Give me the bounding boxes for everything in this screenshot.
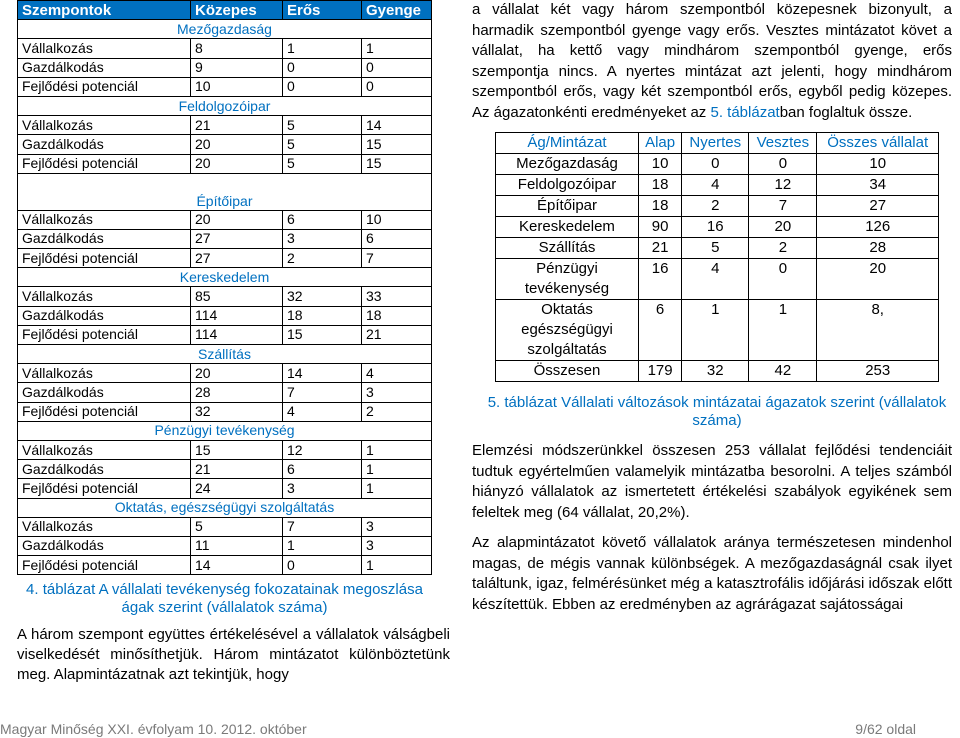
table-5-row bbox=[496, 238, 939, 259]
table-4-cell: 114 bbox=[191, 306, 283, 325]
table-4-row bbox=[18, 383, 432, 402]
table-4-section-title: Építőipar bbox=[18, 173, 432, 210]
table-5-cell: 0 bbox=[749, 154, 817, 175]
table-4-cell: Gazdálkodás bbox=[18, 383, 191, 402]
right-paragraph-2: Elemzési módszerünkkel összesen 253 vállalat fejlődési tendenciáit tudtuk egyértelműen valamelyik mintázatba besorolni. A teljes számból hiányzó vállalatok az ismertetett értékelési szabályok egyikének sem feleltek meg (64 vállalat, 20,2%). bbox=[472, 442, 952, 521]
table-5-row bbox=[496, 175, 939, 196]
table-4-cell: 21 bbox=[191, 116, 283, 135]
table-5-cell: 2 bbox=[682, 196, 749, 217]
table-4-section-title: Kereskedelem bbox=[18, 268, 432, 287]
table-4-row bbox=[18, 154, 432, 173]
table-4-section-title: Oktatás, egészségügyi szolgáltatás bbox=[18, 498, 432, 517]
table-5-cell: 1 bbox=[749, 300, 817, 361]
table-5-row bbox=[496, 259, 939, 300]
table-4-cell: 1 bbox=[283, 39, 362, 58]
table-5-cell: Szállítás bbox=[496, 238, 639, 259]
table-4-row bbox=[18, 287, 432, 306]
table-5-cell: 20 bbox=[749, 217, 817, 238]
table-4-header-cell: Közepes bbox=[191, 1, 283, 20]
table-5-cell: Pénzügyi tevékenység bbox=[496, 259, 639, 300]
table-5-cell: Összesen bbox=[496, 361, 639, 382]
table-5-cell: 1 bbox=[682, 300, 749, 361]
table-4-cell: 4 bbox=[362, 364, 432, 383]
table-4-cell: Fejlődési potenciál bbox=[18, 154, 191, 173]
table-4-cell: 5 bbox=[283, 116, 362, 135]
table-4-row bbox=[18, 135, 432, 154]
table-4-section-row bbox=[18, 498, 432, 517]
table-4-cell: 0 bbox=[283, 58, 362, 77]
footer-journal: Magyar Minőség XXI. évfolyam 10. 2012. október bbox=[0, 721, 307, 737]
table-4-cell: 7 bbox=[283, 517, 362, 536]
table-4-section-title: Feldolgozóipar bbox=[18, 96, 432, 115]
table-4-cell: Gazdálkodás bbox=[18, 229, 191, 248]
table-4-cell: 2 bbox=[283, 249, 362, 268]
footer-page-number: 9/62 oldal bbox=[855, 721, 916, 737]
table-5-cell: Kereskedelem bbox=[496, 217, 639, 238]
table-4-cell: Fejlődési potenciál bbox=[18, 325, 191, 344]
table-4-cell: Gazdálkodás bbox=[18, 135, 191, 154]
table-4-cell: 85 bbox=[191, 287, 283, 306]
table-4-row bbox=[18, 249, 432, 268]
table-4-row bbox=[18, 77, 432, 96]
table-5-cell: Oktatás egészségügyi szolgáltatás bbox=[496, 300, 639, 361]
table-5-cell: 4 bbox=[682, 259, 749, 300]
table-5-row bbox=[496, 300, 939, 361]
table-4-section-row bbox=[18, 173, 432, 210]
table-4-cell: 20 bbox=[191, 364, 283, 383]
table-4-cell: 27 bbox=[191, 249, 283, 268]
table-4-cell: 18 bbox=[362, 306, 432, 325]
table-4-cell: Vállalkozás bbox=[18, 517, 191, 536]
table-5-caption: 5. táblázat Vállalati változások mintázatai ágazatok szerint (vállalatok száma) bbox=[487, 394, 947, 429]
table-5-row bbox=[496, 154, 939, 175]
table-4-cell: 6 bbox=[283, 210, 362, 229]
table-4-row bbox=[18, 325, 432, 344]
table-4-header-cell: Szempontok bbox=[18, 1, 191, 20]
table-4-cell: 15 bbox=[283, 325, 362, 344]
table-4-cell: Gazdálkodás bbox=[18, 460, 191, 479]
table-4-cell: 5 bbox=[191, 517, 283, 536]
table-5-cell: 0 bbox=[682, 154, 749, 175]
table-4-cell: Vállalkozás bbox=[18, 440, 191, 459]
table-4-cell: 15 bbox=[191, 440, 283, 459]
table-4-cell: Vállalkozás bbox=[18, 364, 191, 383]
table-4-cell: 28 bbox=[191, 383, 283, 402]
table-4-section-title: Szállítás bbox=[18, 345, 432, 364]
table-5-row bbox=[496, 361, 939, 382]
table-4-cell: 20 bbox=[191, 135, 283, 154]
table-4-cell: 1 bbox=[362, 556, 432, 575]
table-4-cell: 20 bbox=[191, 154, 283, 173]
table-4-cell: 11 bbox=[191, 536, 283, 555]
table-4-cell: 6 bbox=[283, 460, 362, 479]
right-paragraph-1 bbox=[472, 0, 952, 123]
table-5-cell: 12 bbox=[749, 175, 817, 196]
paragraph-text: a vállalat két vagy három szempontból közepesnek bizonyult, a harmadik szempontból gyenge vagy erős. Vesztes mintázatot követ a vállalat, ha kettő vagy mindhárom szempontból gyenge, erős szempontja nincs. A nyertes mintázat azt jelenti, hogy mindhárom szempontból erős, vagy két szempontból erős, egyből pedig közepes. Az ágazatonkénti eredményeket az bbox=[472, 1, 952, 121]
table-4-cell: 0 bbox=[283, 556, 362, 575]
table-4-row bbox=[18, 229, 432, 248]
table-4-header-cell: Erős bbox=[283, 1, 362, 20]
table-4-cell: 32 bbox=[191, 402, 283, 421]
page-footer bbox=[0, 720, 960, 738]
table-4-section-title: Pénzügyi tevékenység bbox=[18, 421, 432, 440]
table-4-cell: 15 bbox=[362, 154, 432, 173]
table-4-cell: 21 bbox=[362, 325, 432, 344]
table-5-cell: Feldolgozóipar bbox=[496, 175, 639, 196]
table-4-cell: Fejlődési potenciál bbox=[18, 479, 191, 498]
table-reference-link[interactable]: 5. táblázat bbox=[710, 103, 780, 121]
table-4-cell: 32 bbox=[283, 287, 362, 306]
table-4-cell: 3 bbox=[283, 229, 362, 248]
table-5-cell: 27 bbox=[817, 196, 939, 217]
table-4-cell: Vállalkozás bbox=[18, 39, 191, 58]
table-5-cell: 90 bbox=[639, 217, 682, 238]
table-4-cell: Gazdálkodás bbox=[18, 536, 191, 555]
table-5-cell: 34 bbox=[817, 175, 939, 196]
table-5-row bbox=[496, 217, 939, 238]
table-5-cell: 6 bbox=[639, 300, 682, 361]
table-4-row bbox=[18, 58, 432, 77]
table-4-caption: 4. táblázat A vállalati tevékenység fokozatainak megoszlása ágak szerint (vállalatok száma) bbox=[26, 581, 423, 617]
table-5-cell: 8, bbox=[817, 300, 939, 361]
table-4-cell: 10 bbox=[191, 77, 283, 96]
table-4-section-row bbox=[18, 96, 432, 115]
table-4-row bbox=[18, 364, 432, 383]
table-4-section-row bbox=[18, 20, 432, 39]
table-4-cell: 5 bbox=[283, 154, 362, 173]
table-4-cell: Fejlődési potenciál bbox=[18, 249, 191, 268]
table-5-header-cell: Alap bbox=[639, 133, 682, 154]
table-4 bbox=[17, 0, 432, 575]
right-paragraph-3: Az alapmintázatot követő vállalatok aránya természetesen mindenhol magas, de mégis vannak különbségek. A mezőgazdaságnál csak ilyet találtunk, igaz, felmérésünket még a katasztrofális időjárási időszak előtt készítettük. Ebben az eredményben az agrárágazat sajátosságai bbox=[472, 534, 952, 613]
table-5-cell: Mezőgazdaság bbox=[496, 154, 639, 175]
left-column bbox=[17, 0, 454, 685]
table-4-cell: 1 bbox=[362, 479, 432, 498]
table-5-cell: Építőipar bbox=[496, 196, 639, 217]
table-4-cell: 1 bbox=[362, 440, 432, 459]
table-4-row bbox=[18, 210, 432, 229]
table-5-row bbox=[496, 196, 939, 217]
table-4-section-row bbox=[18, 421, 432, 440]
table-5-cell: 16 bbox=[682, 217, 749, 238]
table-5-cell: 10 bbox=[817, 154, 939, 175]
table-4-cell: 0 bbox=[362, 77, 432, 96]
table-4-row bbox=[18, 479, 432, 498]
table-4-cell: 3 bbox=[362, 517, 432, 536]
table-4-cell: 5 bbox=[283, 135, 362, 154]
table-5-cell: 7 bbox=[749, 196, 817, 217]
table-5-cell: 5 bbox=[682, 238, 749, 259]
table-4-cell: 7 bbox=[362, 249, 432, 268]
table-5-cell: 20 bbox=[817, 259, 939, 300]
table-5-header-cell: Nyertes bbox=[682, 133, 749, 154]
table-4-cell: 4 bbox=[283, 402, 362, 421]
table-5-header-cell: Ág/Mintázat bbox=[496, 133, 639, 154]
table-4-cell: 9 bbox=[191, 58, 283, 77]
table-4-row bbox=[18, 306, 432, 325]
table-4-cell: 33 bbox=[362, 287, 432, 306]
table-4-header-row bbox=[18, 1, 432, 20]
table-4-cell: 24 bbox=[191, 479, 283, 498]
table-4-cell: 114 bbox=[191, 325, 283, 344]
table-4-section-row bbox=[18, 268, 432, 287]
table-4-row bbox=[18, 402, 432, 421]
table-4-cell: 3 bbox=[283, 479, 362, 498]
table-4-cell: 14 bbox=[283, 364, 362, 383]
left-paragraph: A három szempont együttes értékelésével a vállalatok válságbeli viselkedését minősíthetjük. Három mintázatot különböztetünk meg. Alapmintázatnak azt tekintjük, hogy bbox=[17, 626, 450, 684]
table-4-cell: Fejlődési potenciál bbox=[18, 402, 191, 421]
table-4-cell: Vállalkozás bbox=[18, 287, 191, 306]
table-4-cell: 27 bbox=[191, 229, 283, 248]
right-column bbox=[472, 0, 954, 615]
table-4-row bbox=[18, 536, 432, 555]
table-4-cell: 14 bbox=[362, 116, 432, 135]
table-5-header-cell: Vesztes bbox=[749, 133, 817, 154]
table-4-section-row bbox=[18, 345, 432, 364]
table-5-cell: 42 bbox=[749, 361, 817, 382]
table-4-cell: 1 bbox=[283, 536, 362, 555]
table-4-cell: Gazdálkodás bbox=[18, 306, 191, 325]
table-4-row bbox=[18, 556, 432, 575]
table-4-cell: 21 bbox=[191, 460, 283, 479]
table-5-cell: 18 bbox=[639, 175, 682, 196]
table-5-cell: 179 bbox=[639, 361, 682, 382]
table-4-cell: 8 bbox=[191, 39, 283, 58]
table-5-cell: 21 bbox=[639, 238, 682, 259]
table-4-cell: 12 bbox=[283, 440, 362, 459]
table-4-cell: 14 bbox=[191, 556, 283, 575]
table-4-cell: Vállalkozás bbox=[18, 210, 191, 229]
table-5-cell: 28 bbox=[817, 238, 939, 259]
table-4-section-title: Mezőgazdaság bbox=[18, 20, 432, 39]
table-4-cell: 10 bbox=[362, 210, 432, 229]
paragraph-text: ban foglaltuk össze. bbox=[779, 103, 913, 121]
table-4-cell: 1 bbox=[362, 39, 432, 58]
table-5-cell: 16 bbox=[639, 259, 682, 300]
table-4-cell: 18 bbox=[283, 306, 362, 325]
table-4-cell: 20 bbox=[191, 210, 283, 229]
table-5-cell: 0 bbox=[749, 259, 817, 300]
table-4-cell: Vállalkozás bbox=[18, 116, 191, 135]
table-5-cell: 18 bbox=[639, 196, 682, 217]
table-4-cell: 15 bbox=[362, 135, 432, 154]
table-4-header-cell: Gyenge bbox=[362, 1, 432, 20]
table-4-row bbox=[18, 39, 432, 58]
table-4-row bbox=[18, 440, 432, 459]
table-4-cell: 0 bbox=[283, 77, 362, 96]
table-4-cell: 2 bbox=[362, 402, 432, 421]
table-5-cell: 4 bbox=[682, 175, 749, 196]
table-5-cell: 10 bbox=[639, 154, 682, 175]
table-4-cell: 0 bbox=[362, 58, 432, 77]
table-5-header-cell: Összes vállalat bbox=[817, 133, 939, 154]
table-5-cell: 253 bbox=[817, 361, 939, 382]
table-4-cell: 3 bbox=[362, 536, 432, 555]
table-5-cell: 126 bbox=[817, 217, 939, 238]
table-4-cell: 3 bbox=[362, 383, 432, 402]
table-4-cell: Fejlődési potenciál bbox=[18, 556, 191, 575]
table-4-cell: Fejlődési potenciál bbox=[18, 77, 191, 96]
table-4-cell: 7 bbox=[283, 383, 362, 402]
table-4-cell: 6 bbox=[362, 229, 432, 248]
table-4-cell: Gazdálkodás bbox=[18, 58, 191, 77]
table-5-cell: 32 bbox=[682, 361, 749, 382]
table-4-row bbox=[18, 517, 432, 536]
table-5 bbox=[495, 132, 939, 382]
table-4-row bbox=[18, 116, 432, 135]
table-5-cell: 2 bbox=[749, 238, 817, 259]
table-4-row bbox=[18, 460, 432, 479]
table-5-header-row bbox=[496, 133, 939, 154]
table-4-cell: 1 bbox=[362, 460, 432, 479]
